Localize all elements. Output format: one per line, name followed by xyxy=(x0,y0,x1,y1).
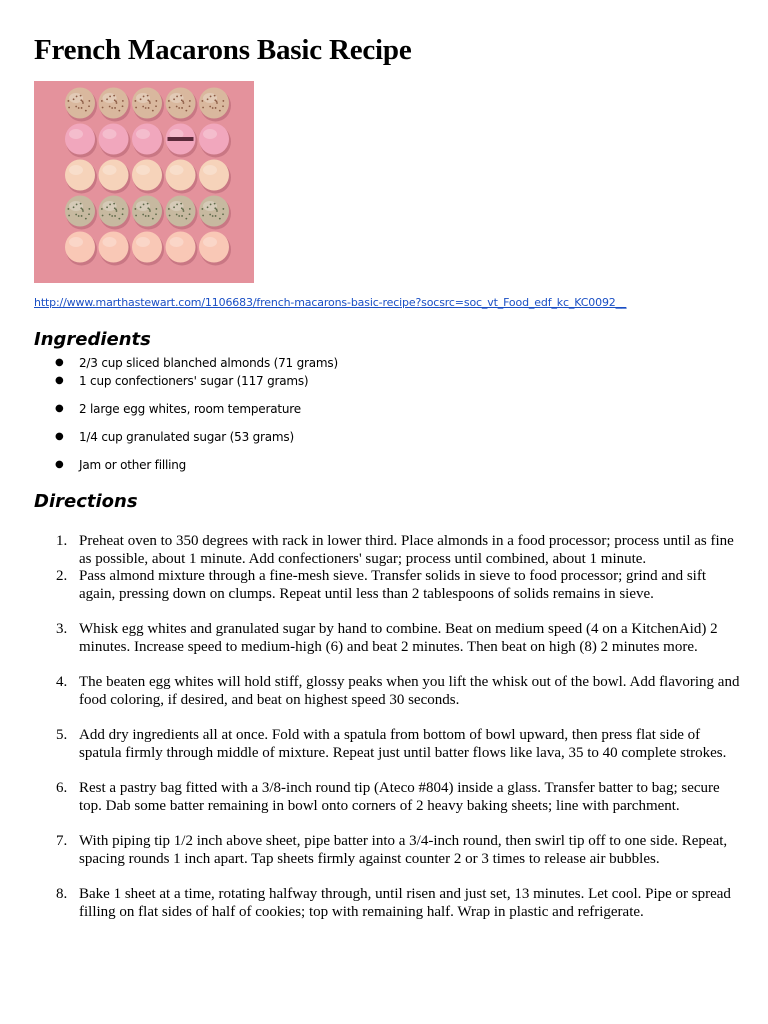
macaron-speckle xyxy=(75,214,77,216)
macaron-speckle xyxy=(142,106,144,108)
macaron-speckle xyxy=(140,206,142,208)
macaron-speckle xyxy=(113,95,115,97)
macaron-highlight xyxy=(69,93,83,103)
macaron xyxy=(166,196,196,227)
macaron-speckle xyxy=(147,95,149,97)
macaron-speckle xyxy=(181,107,183,109)
macaron xyxy=(132,160,162,191)
macaron-speckle xyxy=(114,99,116,101)
macaron-speckle xyxy=(181,99,183,101)
macaron-speckle xyxy=(155,213,157,215)
macaron-highlight xyxy=(69,201,83,211)
macaron-filling xyxy=(168,137,194,141)
macaron-speckle xyxy=(114,215,116,217)
macaron-speckle xyxy=(67,100,69,102)
macaron-speckle xyxy=(155,208,157,210)
ingredient-item: ● 1 cup confectioners' sugar (117 grams) xyxy=(55,374,309,388)
macaron-speckle xyxy=(155,100,157,102)
macaron-speckle xyxy=(207,98,209,100)
macaron-speckle xyxy=(81,215,83,217)
macaron-highlight xyxy=(170,165,184,175)
direction-step: 2. Pass almond mixture through a fine-mesh sieve. Transfer solids in sieve to food processor; grind and sift again, pressing down on clumps. Repeat until less than 2 tablespoons of solids remains in sieve. xyxy=(56,568,706,602)
macaron-speckle xyxy=(73,206,75,208)
direction-step: 5. Add dry ingredients all at once. Fold with a spatula from bottom of bowl upward, then press flat side of spatula firmly through middle of mixture. Repeat just until batter flows like lava, 35 to 40 complete strokes. xyxy=(56,727,727,761)
macaron xyxy=(65,88,95,119)
macaron xyxy=(166,88,196,119)
macaron-speckle xyxy=(148,215,150,217)
macaron-speckle xyxy=(176,96,178,98)
macaron-highlight xyxy=(69,165,83,175)
macaron-speckle xyxy=(102,107,104,109)
macaron xyxy=(166,232,196,263)
macaron-speckle xyxy=(216,102,218,104)
macaron-speckle xyxy=(219,110,221,112)
macaron-speckle xyxy=(222,105,224,107)
macaron-speckle xyxy=(180,95,182,97)
macaron-speckle xyxy=(116,102,118,104)
macaron-speckle xyxy=(222,208,224,210)
macaron-speckle xyxy=(114,107,116,109)
macaron-speckle xyxy=(222,213,224,215)
macaron-speckle xyxy=(76,204,78,206)
macaron-highlight xyxy=(69,237,83,247)
macaron-speckle xyxy=(101,100,103,102)
direction-step: 6. Rest a pastry bag fitted with a 3/8-inch round tip (Ateco #804) inside a glass. Transfer batter to bag; secure top. Dab some batter remaining in bowl onto corners of 2 heavy baking sheets; line with parchment. xyxy=(56,780,720,814)
macaron xyxy=(132,88,162,119)
macaron-speckle xyxy=(176,204,178,206)
macaron-speckle xyxy=(88,213,90,215)
macaron-speckle xyxy=(173,98,175,100)
macaron-speckle xyxy=(143,96,145,98)
macaron-speckle xyxy=(189,208,191,210)
macaron-speckle xyxy=(80,207,82,209)
macaron-speckle xyxy=(216,210,218,212)
direction-step: 3. Whisk egg whites and granulated sugar by hand to combine. Beat on medium speed (4 on a KitchenAid) 2 minutes. Increase speed to medium-high (6) and beat 2 minutes. Then beat on high (8) 2 minutes more. xyxy=(56,621,718,655)
macaron-speckle xyxy=(109,214,111,216)
macaron-speckle xyxy=(215,107,217,109)
direction-step: 7. With piping tip 1/2 inch above sheet, pipe batter into a 3/4-inch round, then swirl tip off to one side. Repeat, spacing rounds 1 inch apart. Tap sheets firmly against counter 2 or 3 times to release air bubbles. xyxy=(56,833,728,867)
macaron-speckle xyxy=(152,110,154,112)
macaron-speckle xyxy=(118,110,120,112)
macaron-speckle xyxy=(168,208,170,210)
macaron-highlight xyxy=(203,201,217,211)
ingredient-item: ● 2/3 cup sliced blanched almonds (71 grams) xyxy=(55,356,338,370)
macaron xyxy=(132,124,162,155)
macaron xyxy=(65,124,95,155)
macaron-speckle xyxy=(176,214,178,216)
macaron-speckle xyxy=(176,106,178,108)
macaron-speckle xyxy=(212,215,214,217)
macaron-speckle xyxy=(118,218,120,220)
macaron-speckle xyxy=(183,210,185,212)
macaron-speckle xyxy=(145,107,147,109)
bullet-icon: ● xyxy=(55,459,64,470)
macaron-highlight xyxy=(136,237,150,247)
macaron-highlight xyxy=(69,129,83,139)
macaron-speckle xyxy=(178,107,180,109)
macaron-speckle xyxy=(73,98,75,100)
macaron-speckle xyxy=(122,208,124,210)
macaron-speckle xyxy=(215,215,217,217)
macaron-highlight xyxy=(136,93,150,103)
macaron-speckle xyxy=(106,98,108,100)
macaron xyxy=(132,196,162,227)
macaron-highlight xyxy=(103,201,117,211)
ingredient-item: ● Jam or other filling xyxy=(55,458,187,472)
ingredient-item: ● 1/4 cup granulated sugar (53 grams) xyxy=(55,430,294,444)
macaron xyxy=(199,88,229,119)
macaron-highlight xyxy=(170,201,184,211)
ingredients-heading: Ingredients xyxy=(34,329,151,350)
bullet-icon: ● xyxy=(55,357,64,368)
macaron-speckle xyxy=(140,98,142,100)
macaron-speckle xyxy=(134,208,136,210)
direction-step: 1. Preheat oven to 350 degrees with rack in lower third. Place almonds in a food processor; process until as fine as possible, about 1 minute. Add confectioners' sugar; process until combined, about 1 minute. xyxy=(56,533,734,567)
macaron-speckle xyxy=(189,213,191,215)
directions-heading: Directions xyxy=(34,491,138,512)
macaron-speckle xyxy=(122,213,124,215)
macaron-speckle xyxy=(102,215,104,217)
macaron-highlight xyxy=(103,237,117,247)
macaron-speckle xyxy=(106,206,108,208)
page-title: French Macarons Basic Recipe xyxy=(34,34,412,66)
macaron-speckle xyxy=(116,210,118,212)
macaron-speckle xyxy=(152,218,154,220)
macaron-speckle xyxy=(142,214,144,216)
macaron-highlight xyxy=(170,93,184,103)
macaron-speckle xyxy=(78,107,80,109)
macaron-speckle xyxy=(76,96,78,98)
macaron-highlight xyxy=(136,201,150,211)
macaron-speckle xyxy=(180,203,182,205)
macaron-speckle xyxy=(75,106,77,108)
macaron-speckle xyxy=(80,203,82,205)
direction-step: 8. Bake 1 sheet at a time, rotating halfway through, until risen and just set, 13 minutes. Let cool. Pipe or spread filling on flat sides of half of cookies; top with remaining half. Wrap in plastic and refrigerate. xyxy=(56,886,731,920)
bullet-icon: ● xyxy=(55,375,64,386)
macaron-speckle xyxy=(214,203,216,205)
macaron-speckle xyxy=(143,204,145,206)
ingredient-item: ● 2 large egg whites, room temperature xyxy=(55,402,301,416)
macaron xyxy=(99,124,129,155)
macaron xyxy=(99,196,129,227)
macaron-speckle xyxy=(114,207,116,209)
macaron-speckle xyxy=(189,100,191,102)
macaron-highlight xyxy=(170,237,184,247)
macaron-speckle xyxy=(155,105,157,107)
macaron-speckle xyxy=(135,107,137,109)
macaron-speckle xyxy=(210,96,212,98)
macaron-highlight xyxy=(203,93,217,103)
macaron-speckle xyxy=(202,107,204,109)
macaron-speckle xyxy=(134,100,136,102)
macaron xyxy=(199,196,229,227)
macaron-highlight xyxy=(136,165,150,175)
macaron-highlight xyxy=(103,165,117,175)
macaron-speckle xyxy=(201,208,203,210)
bullet-icon: ● xyxy=(55,403,64,414)
macaron-speckle xyxy=(169,215,171,217)
macaron xyxy=(99,232,129,263)
macaron-highlight xyxy=(136,129,150,139)
macaron-speckle xyxy=(113,203,115,205)
macaron xyxy=(65,196,95,227)
macaron-speckle xyxy=(178,215,180,217)
macaron-speckle xyxy=(68,215,70,217)
macaron-speckle xyxy=(68,107,70,109)
ingredients-list xyxy=(34,356,338,476)
macaron-speckle xyxy=(109,96,111,98)
macaron-speckle xyxy=(209,214,211,216)
macaron-speckle xyxy=(135,215,137,217)
macaron-speckle xyxy=(214,99,216,101)
macaron-speckle xyxy=(109,204,111,206)
macaron-speckle xyxy=(214,95,216,97)
macaron-speckle xyxy=(214,207,216,209)
macaron-highlight xyxy=(103,93,117,103)
macaron-speckle xyxy=(88,208,90,210)
macaron-speckle xyxy=(81,107,83,109)
macaron-highlight xyxy=(103,129,117,139)
macaron-speckle xyxy=(82,102,84,104)
macaron-speckle xyxy=(189,105,191,107)
macaron-highlight xyxy=(203,129,217,139)
macaron-speckle xyxy=(183,102,185,104)
macaron-speckle xyxy=(201,100,203,102)
macaron-speckle xyxy=(109,106,111,108)
macaron-speckle xyxy=(122,100,124,102)
macaron-speckle xyxy=(88,105,90,107)
macaron xyxy=(99,160,129,191)
source-link[interactable]: http://www.marthastewart.com/1106683/french-macarons-basic-recipe?socsrc=soc_vt_Food_edf_kc_KC0092__ xyxy=(34,296,627,309)
macaron-speckle xyxy=(145,215,147,217)
macaron-speckle xyxy=(148,107,150,109)
macaron xyxy=(199,160,229,191)
macaron-speckle xyxy=(181,207,183,209)
macaron-speckle xyxy=(80,95,82,97)
direction-step: 4. The beaten egg whites will hold stiff, glossy peaks when you lift the whisk out of the bowl. Add flavoring and food coloring, if desired, and beat on highest speed 30 seconds. xyxy=(56,674,740,708)
macaron-speckle xyxy=(181,215,183,217)
macaron-speckle xyxy=(149,210,151,212)
macaron-speckle xyxy=(80,99,82,101)
macaron xyxy=(65,232,95,263)
macaron-speckle xyxy=(111,107,113,109)
macaron-highlight xyxy=(203,165,217,175)
macaron-speckle xyxy=(88,100,90,102)
macaron-speckle xyxy=(147,207,149,209)
macaron xyxy=(132,232,162,263)
macaron xyxy=(199,124,229,155)
macaron-speckle xyxy=(222,100,224,102)
macaron-speckle xyxy=(185,110,187,112)
macaron-speckle xyxy=(210,204,212,206)
macaron-speckle xyxy=(101,208,103,210)
macaron xyxy=(166,160,196,191)
macaron xyxy=(199,232,229,263)
macaron-speckle xyxy=(173,206,175,208)
macaron-speckle xyxy=(111,215,113,217)
macaron-speckle xyxy=(67,208,69,210)
macaron-speckle xyxy=(168,100,170,102)
macaron xyxy=(99,88,129,119)
macaron-highlight xyxy=(203,237,217,247)
bullet-icon: ● xyxy=(55,431,64,442)
macaron-speckle xyxy=(212,107,214,109)
macaron-speckle xyxy=(169,107,171,109)
macaron xyxy=(65,160,95,191)
macaron-speckle xyxy=(202,215,204,217)
macaron-speckle xyxy=(147,203,149,205)
macaron-speckle xyxy=(219,218,221,220)
macaron-speckle xyxy=(147,99,149,101)
macaron-speckle xyxy=(85,110,87,112)
macarons-photo xyxy=(34,81,254,283)
macaron-speckle xyxy=(185,218,187,220)
macaron-speckle xyxy=(122,105,124,107)
macaron-speckle xyxy=(149,102,151,104)
macaron-speckle xyxy=(209,106,211,108)
macaron-speckle xyxy=(207,206,209,208)
macaron-speckle xyxy=(78,215,80,217)
directions-list xyxy=(34,533,744,921)
macaron-speckle xyxy=(82,210,84,212)
macaron-speckle xyxy=(85,218,87,220)
